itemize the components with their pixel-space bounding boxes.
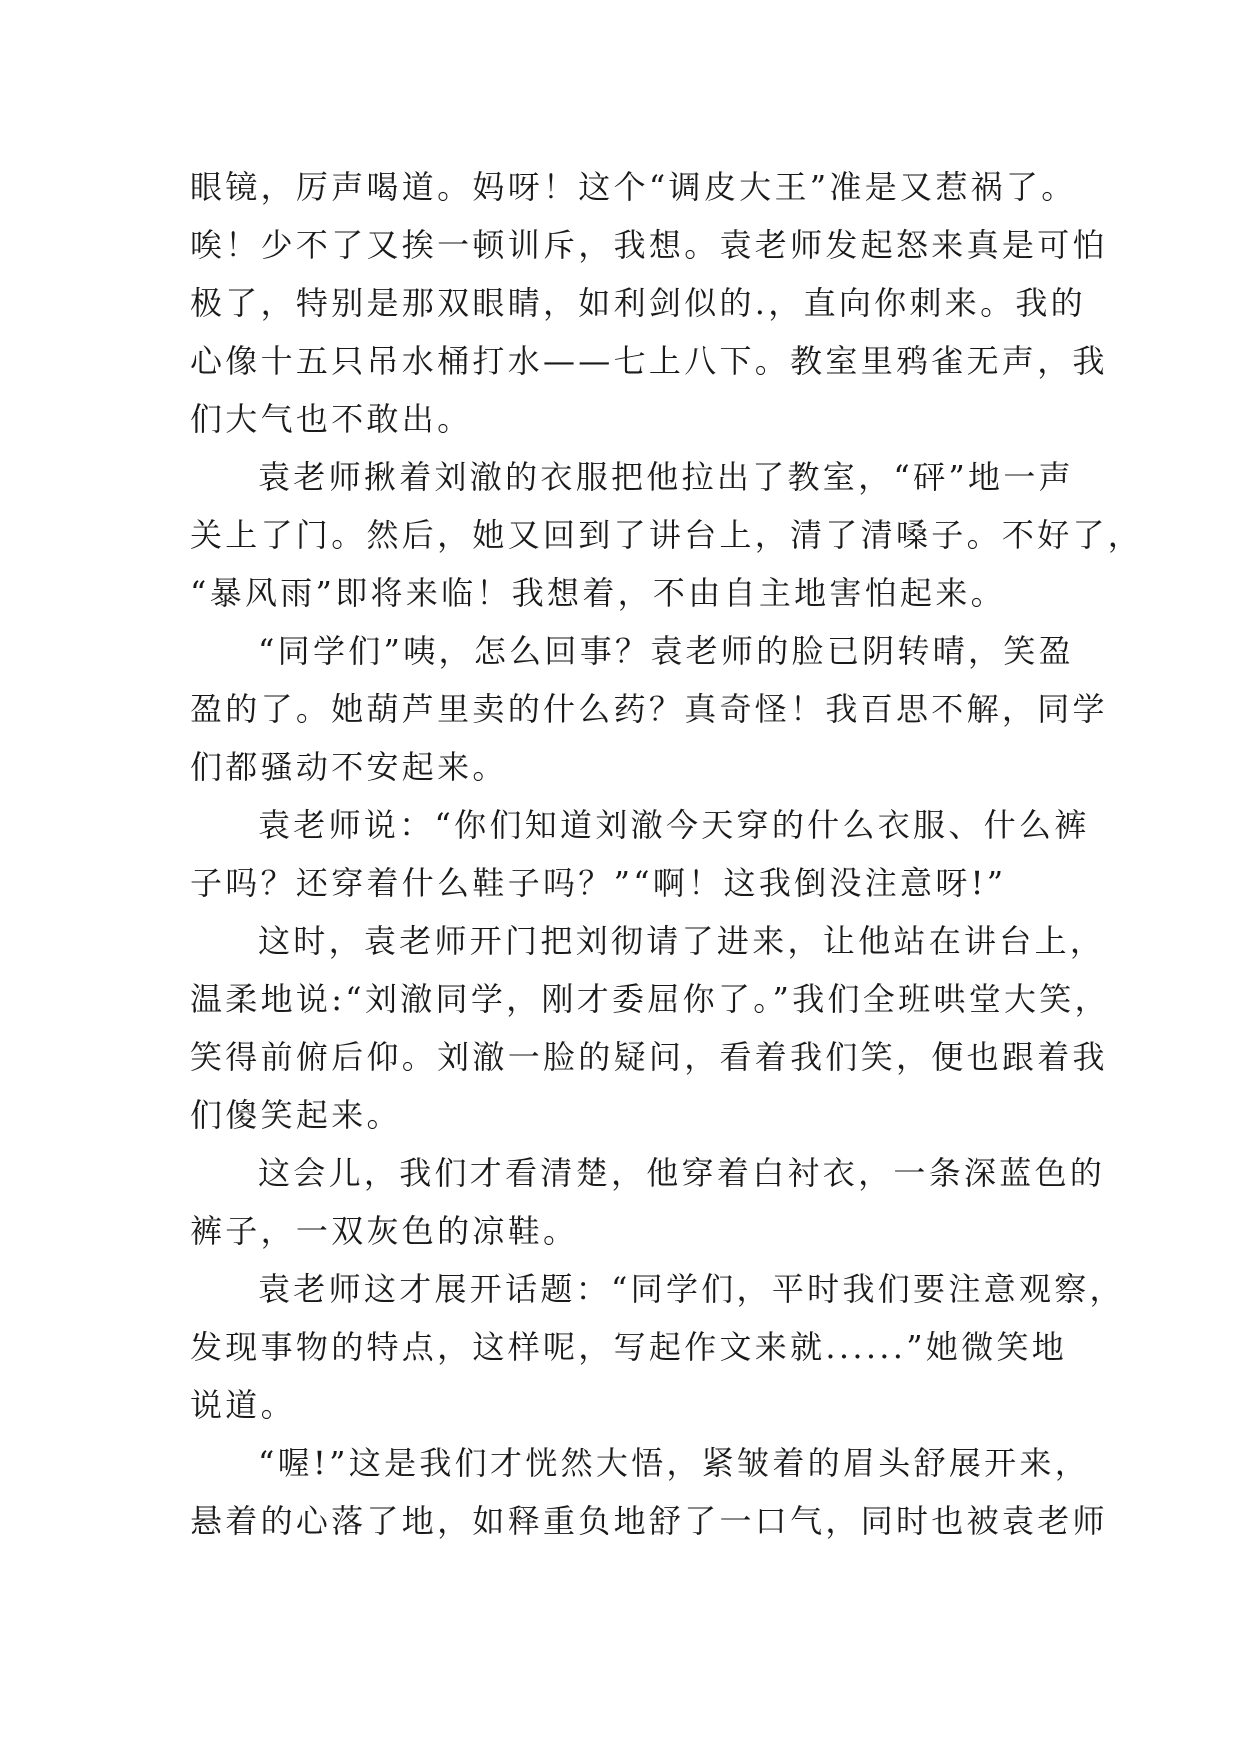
text-line: 裤子，一双灰色的凉鞋。 [190, 1212, 579, 1250]
text-line: 笑得前俯后仰。刘澈一脸的疑问，看着我们笑，便也跟着我 [190, 1038, 1108, 1076]
text-line: 们都骚动不安起来。 [190, 748, 508, 786]
text-line: 们傻笑起来。 [190, 1096, 402, 1134]
text-line: 袁老师说：“你们知道刘澈今天穿的什么衣服、什么裤 [258, 806, 1090, 844]
text-line: 发现事物的特点，这样呢，写起作文来就......”她微笑地 [190, 1328, 1068, 1366]
text-line: 说道。 [190, 1386, 296, 1424]
text-line: 这会儿，我们才看清楚，他穿着白衬衣，一条深蓝色的 [258, 1154, 1106, 1192]
body-text [190, 158, 1144, 1550]
text-line: 极了，特别是那双眼睛，如利剑似的.，直向你刺来。我的 [190, 284, 1086, 322]
text-line: 温柔地说:“刘澈同学，刚才委屈你了。”我们全班哄堂大笑， [190, 980, 1110, 1018]
text-line: 袁老师揪着刘澈的衣服把他拉出了教室，“砰”地一声 [258, 458, 1074, 496]
text-line: 唉！少不了又挨一顿训斥，我想。袁老师发起怒来真是可怕 [190, 226, 1108, 264]
text-line: 子吗？还穿着什么鞋子吗？”“啊！这我倒没注意呀!” [190, 864, 1007, 902]
text-line: 们大气也不敢出。 [190, 400, 473, 438]
text-line: “同学们”咦，怎么回事？袁老师的脸已阴转晴，笑盈 [258, 632, 1074, 670]
text-line: “喔!”这是我们才恍然大悟，紧皱着的眉头舒展开来， [258, 1444, 1091, 1482]
text-line: 眼镜，厉声喝道。妈呀！这个“调皮大王”准是又惹祸了。 [190, 168, 1077, 206]
text-line: 心像十五只吊水桶打水——七上八下。教室里鸦雀无声，我 [190, 342, 1108, 380]
text-line: “暴风雨”即将来临！我想着，不由自主地害怕起来。 [190, 574, 1006, 612]
text-line: 悬着的心落了地，如释重负地舒了一口气，同时也被袁老师 [190, 1502, 1108, 1540]
text-line: 盈的了。她葫芦里卖的什么药？真奇怪！我百思不解，同学 [190, 690, 1108, 728]
text-line: 关上了门。然后，她又回到了讲台上，清了清嗓子。不好了， [190, 516, 1144, 554]
text-line: 袁老师这才展开话题：“同学们，平时我们要注意观察， [258, 1270, 1125, 1308]
text-line: 这时，袁老师开门把刘彻请了进来，让他站在讲台上， [258, 922, 1106, 960]
